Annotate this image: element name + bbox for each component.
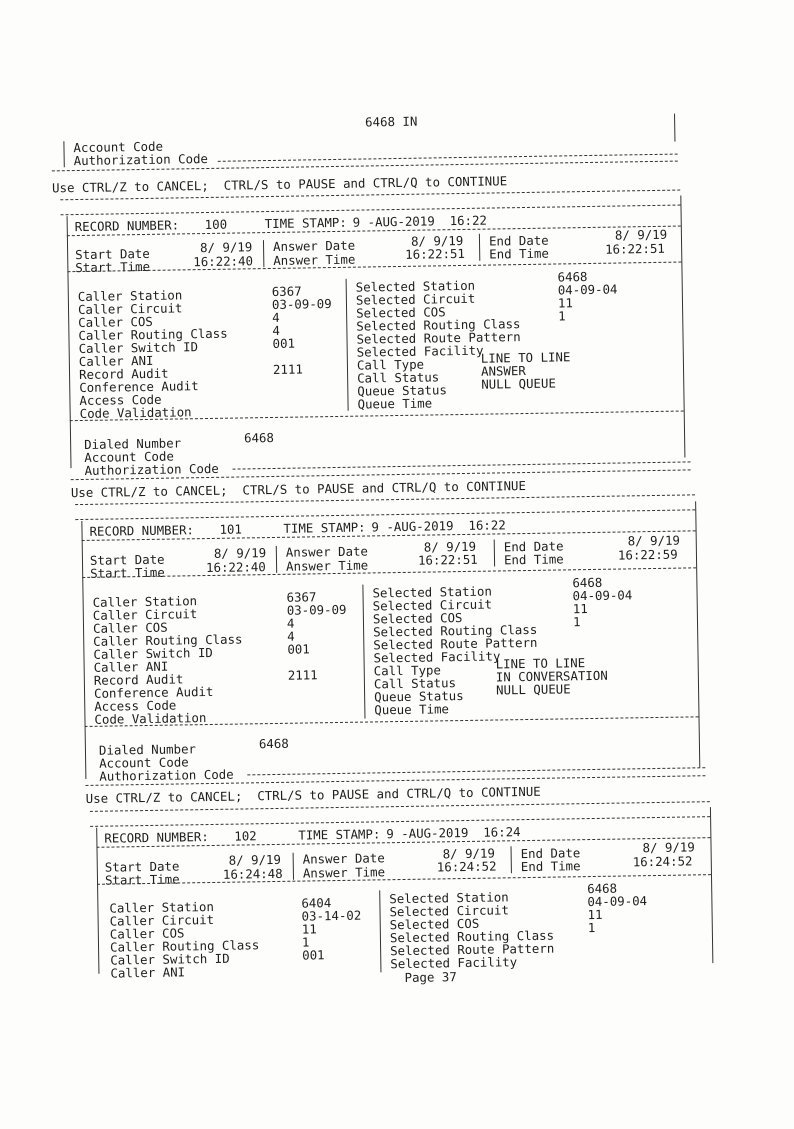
- start-date: 8/ 9/19: [213, 545, 267, 561]
- start-date-label: Start Date: [89, 551, 165, 568]
- conference-audit-label: Conference Audit: [93, 683, 214, 701]
- caller-switch-id-value: 001: [287, 641, 310, 657]
- divider: [97, 874, 711, 885]
- queue-time-label: Queue Time: [357, 395, 433, 412]
- selected-cos-label: Selected COS: [372, 610, 463, 627]
- record-audit-value: 2111: [287, 667, 318, 683]
- selected-routing-class-label: Selected Routing Class: [373, 621, 538, 640]
- caller-ani-label: Caller ANI: [78, 352, 154, 370]
- authorization-code-label: Authorization Code: [99, 766, 234, 784]
- start-time: 16:24:48: [222, 865, 283, 882]
- record-number: 100: [204, 216, 228, 233]
- call-type-value: LINE TO LINE: [495, 655, 586, 672]
- queue-status-label: Queue Status: [357, 382, 447, 399]
- authorization-code-label: Authorization Code: [73, 150, 209, 169]
- selected-routing-class-value: 1: [572, 614, 581, 630]
- control-hint: Use CTRL/Z to CANCEL; CTRL/S to PAUSE and CTRL/Q to CONTINUE: [70, 478, 527, 501]
- end-date: 8/ 9/19: [627, 532, 681, 549]
- caller-routing-class-value: 4: [287, 628, 295, 644]
- caller-station-value: 6367: [286, 589, 317, 605]
- selected-circuit-value: 04-09-04: [587, 893, 648, 910]
- dialed-number-label: Dialed Number: [98, 741, 197, 758]
- caller-cos-label: Caller COS: [109, 925, 185, 942]
- caller-ani-label: Caller ANI: [93, 658, 169, 675]
- record-number: 102: [234, 828, 257, 844]
- record-number-label: RECORD NUMBER:: [89, 522, 195, 539]
- call-status-value: IN CONVERSATION: [495, 667, 608, 685]
- caller-switch-id-label: Caller Switch ID: [93, 644, 213, 662]
- column-separator: [379, 890, 381, 972]
- answer-time: 16:24:52: [436, 858, 497, 875]
- end-time: 16:22:59: [617, 546, 678, 563]
- authorization-code-label: Authorization Code: [84, 460, 219, 478]
- selected-routing-class-label: Selected Routing Class: [356, 316, 521, 334]
- call-status-value: ANSWER: [480, 363, 526, 379]
- answer-time-label: Answer Time: [302, 864, 386, 881]
- queue-status-label: Queue Status: [374, 688, 464, 705]
- dialed-number-value: 6468: [243, 429, 275, 446]
- border-line: [710, 807, 713, 963]
- control-hint: Use CTRL/Z to CANCEL; CTRL/S to PAUSE and CTRL/Q to CONTINUE: [85, 783, 541, 806]
- record-number: 101: [219, 521, 243, 537]
- caller-station-label: Caller Station: [109, 898, 214, 916]
- account-code-label: Account Code: [84, 448, 174, 465]
- call-status-label: Call Status: [357, 369, 440, 386]
- access-code-label: Access Code: [94, 697, 177, 714]
- caller-cos-value: 11: [301, 921, 317, 937]
- selected-circuit-label: Selected Circuit: [355, 290, 476, 308]
- caller-circuit-value: 03-09-09: [271, 296, 332, 312]
- start-date: 8/ 9/19: [199, 239, 253, 256]
- caller-routing-class-label: Caller Routing Class: [93, 631, 243, 649]
- call-type-value: LINE TO LINE: [480, 349, 571, 366]
- conference-audit-label: Conference Audit: [79, 378, 199, 396]
- account-code-label: Account Code: [99, 754, 189, 771]
- code-validation-label: Code Validation: [79, 404, 192, 422]
- page-number: Page 37: [404, 969, 457, 985]
- caller-station-value: 6367: [271, 283, 302, 299]
- time-stamp: 9 -AUG-2019 16:24: [386, 824, 521, 842]
- time-stamp: 9 -AUG-2019 16:22: [371, 517, 506, 535]
- selected-station-value: 6468: [587, 880, 618, 897]
- start-time-label: Start Time: [104, 871, 180, 888]
- caller-cos-value: 4: [286, 615, 295, 631]
- end-date-label: End Date: [488, 232, 549, 249]
- selected-station-label: Selected Station: [372, 583, 492, 601]
- start-date-label: Start Date: [75, 245, 150, 263]
- start-time: 16:22:40: [193, 253, 254, 270]
- selected-cos-value: 11: [557, 295, 574, 311]
- call-type-label: Call Type: [356, 356, 425, 373]
- time-stamp-label: TIME STAMP:: [283, 519, 366, 536]
- start-date: 8/ 9/19: [228, 851, 282, 868]
- end-time: 16:24:52: [632, 853, 693, 870]
- call-status-label: Call Status: [373, 675, 457, 692]
- code-validation-label: Code Validation: [94, 710, 207, 727]
- caller-cos-label: Caller COS: [78, 313, 153, 331]
- account-code-label: Account Code: [73, 138, 164, 156]
- selected-routing-class-value: 1: [587, 919, 596, 936]
- selected-facility-label: Selected Facility: [356, 342, 484, 360]
- border-line: [96, 828, 99, 974]
- caller-routing-class-label: Caller Routing Class: [109, 937, 260, 955]
- answer-date: 8/ 9/19: [410, 232, 464, 249]
- end-date-label: End Date: [520, 845, 581, 862]
- caller-routing-class-label: Caller Routing Class: [78, 325, 228, 344]
- selected-routing-class-value: 1: [558, 308, 566, 324]
- caller-cos-label: Caller COS: [92, 619, 168, 636]
- caller-circuit-label: Caller Circuit: [92, 606, 198, 623]
- selected-cos-value: 11: [572, 601, 588, 617]
- selected-station-label: Selected Station: [389, 889, 509, 907]
- selected-circuit-label: Selected Circuit: [389, 902, 509, 920]
- caller-station-label: Caller Station: [77, 287, 183, 305]
- end-time: 16:22:51: [605, 240, 665, 257]
- selected-circuit-label: Selected Circuit: [372, 596, 493, 614]
- answer-date-label: Answer Date: [285, 543, 369, 560]
- answer-time: 16:22:51: [405, 245, 465, 262]
- caller-station-label: Caller Station: [92, 593, 198, 610]
- end-time-label: End Time: [520, 858, 581, 875]
- caller-ani-label: Caller ANI: [110, 964, 186, 981]
- answer-time: 16:22:51: [417, 551, 478, 568]
- record-audit-label: Record Audit: [93, 671, 184, 688]
- record-audit-label: Record Audit: [78, 365, 169, 383]
- queue-status-value: NULL QUEUE: [495, 681, 571, 698]
- selected-facility-label: Selected Facility: [390, 954, 518, 972]
- page-title: 6468 IN: [364, 113, 418, 130]
- time-stamp-label: TIME STAMP:: [264, 214, 347, 232]
- caller-circuit-value: 03-14-02: [301, 907, 362, 924]
- record-audit-value: 2111: [272, 361, 303, 377]
- caller-switch-id-value: 001: [272, 335, 296, 351]
- start-time: 16:22:40: [205, 559, 266, 576]
- selected-route-pattern-label: Selected Route Pattern: [390, 940, 555, 959]
- caller-circuit-value: 03-09-09: [286, 601, 347, 618]
- control-hint: Use CTRL/Z to CANCEL; CTRL/S to PAUSE and CTRL/Q to CONTINUE: [51, 173, 508, 196]
- call-type-label: Call Type: [373, 662, 441, 679]
- end-time-label: End Time: [489, 245, 550, 262]
- selected-facility-label: Selected Facility: [373, 648, 501, 666]
- answer-date-label: Answer Date: [272, 237, 356, 254]
- caller-switch-id-value: 001: [302, 947, 325, 963]
- caller-station-value: 6404: [301, 895, 332, 911]
- start-date-label: Start Date: [104, 858, 180, 875]
- caller-circuit-label: Caller Circuit: [77, 300, 183, 318]
- selected-cos-label: Selected COS: [355, 304, 446, 321]
- record-number-label: RECORD NUMBER:: [74, 217, 180, 235]
- selected-route-pattern-label: Selected Route Pattern: [356, 329, 521, 347]
- answer-date-label: Answer Date: [302, 850, 385, 867]
- caller-switch-id-label: Caller Switch ID: [78, 339, 199, 357]
- end-time-label: End Time: [503, 551, 564, 568]
- answer-date: 8/ 9/19: [442, 845, 495, 862]
- selected-station-value: 6468: [557, 269, 588, 285]
- selected-circuit-value: 04-09-04: [572, 587, 633, 604]
- queue-status-value: NULL QUEUE: [481, 375, 556, 392]
- end-date: 8/ 9/19: [614, 226, 668, 243]
- caller-routing-class-value: 4: [272, 322, 280, 338]
- selected-routing-class-label: Selected Routing Class: [389, 927, 555, 946]
- caller-routing-class-value: 1: [301, 934, 310, 950]
- selected-cos-label: Selected COS: [389, 915, 480, 933]
- selected-circuit-value: 04-09-04: [557, 281, 618, 298]
- end-date: 8/ 9/19: [642, 839, 695, 856]
- end-date-label: End Date: [503, 538, 564, 555]
- divider: [90, 801, 710, 812]
- dialed-number-label: Dialed Number: [84, 435, 182, 452]
- selected-station-value: 6468: [572, 574, 603, 591]
- selected-route-pattern-label: Selected Route Pattern: [373, 634, 538, 653]
- selected-station-label: Selected Station: [355, 277, 476, 295]
- dialed-number-value: 6468: [258, 735, 289, 752]
- answer-date: 8/ 9/19: [423, 538, 477, 555]
- answer-time-label: Answer Time: [285, 557, 369, 574]
- access-code-label: Access Code: [79, 391, 162, 409]
- time-stamp: 9 -AUG-2019 16:22: [352, 212, 488, 230]
- record-number-label: RECORD NUMBER:: [104, 829, 209, 846]
- column-separator: [511, 846, 512, 873]
- queue-time-label: Queue Time: [374, 701, 450, 718]
- start-time-label: Start Time: [75, 258, 151, 276]
- caller-circuit-label: Caller Circuit: [109, 911, 215, 929]
- time-stamp-label: TIME STAMP:: [298, 826, 381, 843]
- start-time-label: Start Time: [90, 564, 165, 581]
- caller-cos-value: 4: [272, 309, 280, 325]
- caller-switch-id-label: Caller Switch ID: [110, 950, 230, 968]
- answer-time-label: Answer Time: [273, 251, 356, 268]
- selected-cos-value: 11: [587, 906, 603, 923]
- column-separator: [293, 853, 294, 880]
